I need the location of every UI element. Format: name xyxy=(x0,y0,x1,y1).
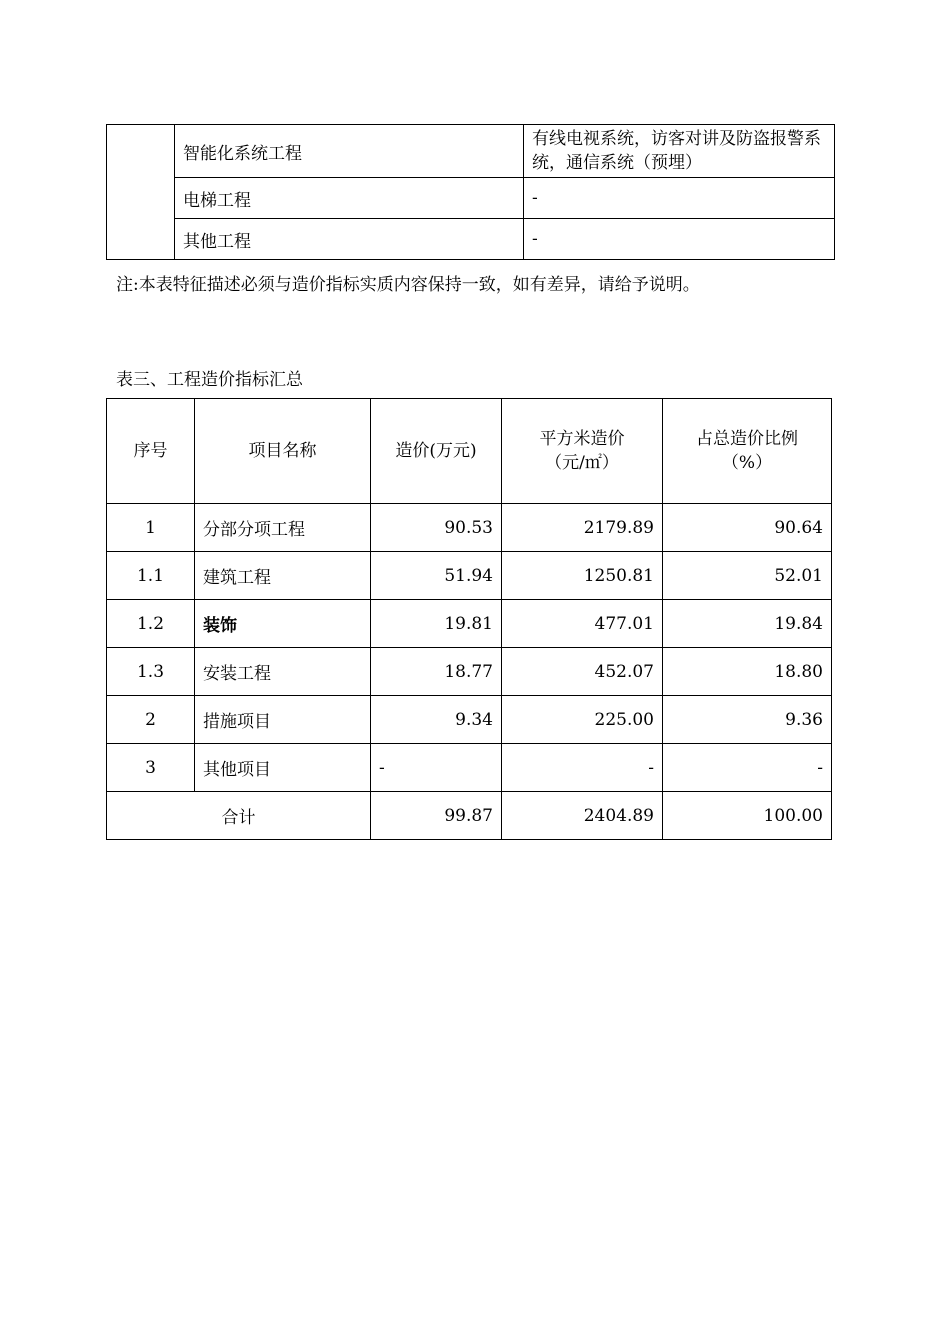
header-ratio-line2: （%） xyxy=(721,453,773,473)
cost-cell: 19.81 xyxy=(371,600,502,648)
header-seq: 序号 xyxy=(107,399,195,504)
item-desc-cell: - xyxy=(524,178,835,219)
name-cell: 措施项目 xyxy=(195,696,371,744)
unit-cost-cell: 452.07 xyxy=(502,648,663,696)
total-unit-cost-cell: 2404.89 xyxy=(502,792,663,840)
cost-cell: 18.77 xyxy=(371,648,502,696)
ratio-cell: 52.01 xyxy=(663,552,832,600)
table-row xyxy=(107,744,832,792)
ratio-cell: 9.36 xyxy=(663,696,832,744)
table-row xyxy=(107,600,832,648)
header-name: 项目名称 xyxy=(195,399,371,504)
ratio-cell: 19.84 xyxy=(663,600,832,648)
header-unit-cost-line2: （元/㎡） xyxy=(545,453,619,473)
seq-cell: 1.2 xyxy=(107,600,195,648)
table-row xyxy=(107,552,832,600)
item-name-cell: 智能化系统工程 xyxy=(175,125,524,178)
ratio-cell: 18.80 xyxy=(663,648,832,696)
total-row xyxy=(107,792,832,840)
cost-cell: 90.53 xyxy=(371,504,502,552)
ratio-cell: 90.64 xyxy=(663,504,832,552)
name-cell: 安装工程 xyxy=(195,648,371,696)
ratio-cell: - xyxy=(663,744,832,792)
table-row xyxy=(107,219,835,260)
header-ratio xyxy=(663,399,832,504)
unit-cost-cell: 477.01 xyxy=(502,600,663,648)
seq-cell: 2 xyxy=(107,696,195,744)
table-note: 注:本表特征描述必须与造价指标实质内容保持一致，如有差异，请给予说明。 xyxy=(116,275,700,295)
item-desc-cell: 有线电视系统，访客对讲及防盗报警系统，通信系统（预埋） xyxy=(524,125,835,178)
cost-index-summary-table xyxy=(106,398,832,840)
total-label-cell: 合计 xyxy=(107,792,371,840)
table-row xyxy=(107,648,832,696)
item-desc-cell: - xyxy=(524,219,835,260)
name-cell: 其他项目 xyxy=(195,744,371,792)
unit-cost-cell: 225.00 xyxy=(502,696,663,744)
total-cost-cell: 99.87 xyxy=(371,792,502,840)
table-row xyxy=(107,504,832,552)
cost-cell: 9.34 xyxy=(371,696,502,744)
table-row xyxy=(107,125,835,178)
seq-cell: 3 xyxy=(107,744,195,792)
unit-cost-cell: 1250.81 xyxy=(502,552,663,600)
feature-table-continued xyxy=(106,124,835,260)
header-cost: 造价(万元) xyxy=(371,399,502,504)
header-unit-cost xyxy=(502,399,663,504)
header-ratio-line1: 占总造价比例 xyxy=(696,429,798,449)
unit-cost-cell: 2179.89 xyxy=(502,504,663,552)
seq-cell: 1.1 xyxy=(107,552,195,600)
unit-cost-cell: - xyxy=(502,744,663,792)
cost-cell: 51.94 xyxy=(371,552,502,600)
seq-cell: 1 xyxy=(107,504,195,552)
name-cell: 分部分项工程 xyxy=(195,504,371,552)
table-row xyxy=(107,178,835,219)
cost-cell: - xyxy=(371,744,502,792)
table-row xyxy=(107,696,832,744)
total-ratio-cell: 100.00 xyxy=(663,792,832,840)
seq-cell: 1.3 xyxy=(107,648,195,696)
header-row xyxy=(107,399,832,504)
name-cell: 装饰 xyxy=(195,600,371,648)
item-name-cell: 其他工程 xyxy=(175,219,524,260)
merged-category-cell xyxy=(107,125,175,260)
header-unit-cost-line1: 平方米造价 xyxy=(539,429,625,449)
table-caption: 表三、工程造价指标汇总 xyxy=(116,370,303,390)
name-cell: 建筑工程 xyxy=(195,552,371,600)
item-name-cell: 电梯工程 xyxy=(175,178,524,219)
